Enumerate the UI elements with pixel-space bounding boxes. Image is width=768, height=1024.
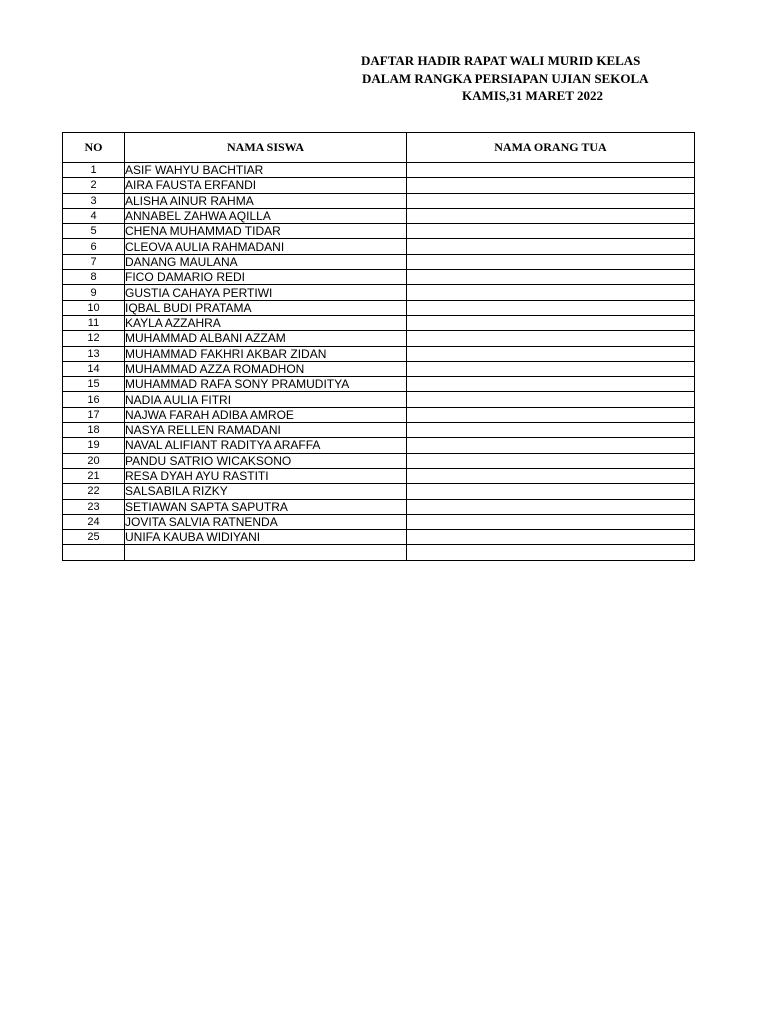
column-header-student-name: NAMA SISWA bbox=[125, 133, 407, 163]
title-line-2: DALAM RANGKA PERSIAPAN UJIAN SEKOLA bbox=[362, 71, 649, 86]
row-number-cell: 25 bbox=[63, 530, 125, 545]
parent-name-cell[interactable] bbox=[407, 361, 695, 376]
row-number-cell: 9 bbox=[63, 285, 125, 300]
student-name-cell: NAJWA FARAH ADIBA AMROE bbox=[125, 407, 407, 422]
row-number-cell: 12 bbox=[63, 331, 125, 346]
row-number-cell: 10 bbox=[63, 300, 125, 315]
parent-name-cell[interactable] bbox=[407, 254, 695, 269]
table-row bbox=[63, 300, 695, 315]
student-name-cell: CHENA MUHAMMAD TIDAR bbox=[125, 224, 407, 239]
student-name-cell: MUHAMMAD AZZA ROMADHON bbox=[125, 361, 407, 376]
student-name-cell: ALISHA AINUR RAHMA bbox=[125, 193, 407, 208]
column-header-parent-name: NAMA ORANG TUA bbox=[407, 133, 695, 163]
student-name-cell: JOVITA SALVIA RATNENDA bbox=[125, 514, 407, 529]
student-name-cell: KAYLA AZZAHRA bbox=[125, 315, 407, 330]
student-name-cell: ANNABEL ZAHWA AQILLA bbox=[125, 208, 407, 223]
table-row bbox=[63, 377, 695, 392]
parent-name-cell[interactable] bbox=[407, 438, 695, 453]
table-row bbox=[63, 270, 695, 285]
table-row bbox=[63, 178, 695, 193]
table-row bbox=[63, 453, 695, 468]
table-row bbox=[63, 208, 695, 223]
parent-name-cell[interactable] bbox=[407, 163, 695, 178]
parent-name-cell[interactable] bbox=[407, 423, 695, 438]
student-name-cell: RESA DYAH AYU RASTITI bbox=[125, 468, 407, 483]
student-name-cell: AIRA FAUSTA ERFANDI bbox=[125, 178, 407, 193]
parent-name-cell[interactable] bbox=[407, 530, 695, 545]
row-number-cell: 2 bbox=[63, 178, 125, 193]
student-name-cell: NAVAL ALIFIANT RADITYA ARAFFA bbox=[125, 438, 407, 453]
parent-name-cell[interactable] bbox=[407, 545, 695, 560]
row-number-cell: 13 bbox=[63, 346, 125, 361]
table-body bbox=[63, 163, 695, 561]
student-name-cell: GUSTIA CAHAYA PERTIWI bbox=[125, 285, 407, 300]
parent-name-cell[interactable] bbox=[407, 499, 695, 514]
column-header-no: NO bbox=[63, 133, 125, 163]
parent-name-cell[interactable] bbox=[407, 300, 695, 315]
title-date: KAMIS,31 MARET 2022 bbox=[462, 88, 603, 103]
table-row bbox=[63, 438, 695, 453]
parent-name-cell[interactable] bbox=[407, 285, 695, 300]
row-number-cell: 24 bbox=[63, 514, 125, 529]
table-row bbox=[63, 530, 695, 545]
table-row bbox=[63, 224, 695, 239]
parent-name-cell[interactable] bbox=[407, 346, 695, 361]
parent-name-cell[interactable] bbox=[407, 484, 695, 499]
document-header bbox=[0, 0, 768, 110]
row-number-cell: 15 bbox=[63, 377, 125, 392]
row-number-cell: 16 bbox=[63, 392, 125, 407]
parent-name-cell[interactable] bbox=[407, 407, 695, 422]
attendance-table bbox=[62, 132, 695, 561]
row-number-cell: 18 bbox=[63, 423, 125, 438]
table-row bbox=[63, 163, 695, 178]
row-number-cell: 4 bbox=[63, 208, 125, 223]
row-number-cell: 3 bbox=[63, 193, 125, 208]
student-name-cell: FICO DAMARIO REDI bbox=[125, 270, 407, 285]
parent-name-cell[interactable] bbox=[407, 270, 695, 285]
student-name-cell: UNIFA KAUBA WIDIYANI bbox=[125, 530, 407, 545]
student-name-cell: SALSABILA RIZKY bbox=[125, 484, 407, 499]
table-row bbox=[63, 239, 695, 254]
table-row bbox=[63, 514, 695, 529]
table-row bbox=[63, 346, 695, 361]
student-name-cell: NASYA RELLEN RAMADANI bbox=[125, 423, 407, 438]
parent-name-cell[interactable] bbox=[407, 377, 695, 392]
row-number-cell: 17 bbox=[63, 407, 125, 422]
student-name-cell: MUHAMMAD FAKHRI AKBAR ZIDAN bbox=[125, 346, 407, 361]
student-name-cell: NADIA AULIA FITRI bbox=[125, 392, 407, 407]
table-row bbox=[63, 407, 695, 422]
student-name-cell: IQBAL BUDI PRATAMA bbox=[125, 300, 407, 315]
student-name-cell: MUHAMMAD ALBANI AZZAM bbox=[125, 331, 407, 346]
parent-name-cell[interactable] bbox=[407, 453, 695, 468]
row-number-cell: 14 bbox=[63, 361, 125, 376]
parent-name-cell[interactable] bbox=[407, 392, 695, 407]
table-row bbox=[63, 285, 695, 300]
parent-name-cell[interactable] bbox=[407, 468, 695, 483]
parent-name-cell[interactable] bbox=[407, 208, 695, 223]
parent-name-cell[interactable] bbox=[407, 224, 695, 239]
row-number-cell: 6 bbox=[63, 239, 125, 254]
student-name-cell: CLEOVA AULIA RAHMADANI bbox=[125, 239, 407, 254]
table-row bbox=[63, 331, 695, 346]
table-row bbox=[63, 193, 695, 208]
table-row bbox=[63, 361, 695, 376]
parent-name-cell[interactable] bbox=[407, 239, 695, 254]
row-number-cell: 21 bbox=[63, 468, 125, 483]
row-number-cell: 8 bbox=[63, 270, 125, 285]
parent-name-cell[interactable] bbox=[407, 331, 695, 346]
table-row bbox=[63, 468, 695, 483]
table-header-row bbox=[63, 133, 695, 163]
parent-name-cell[interactable] bbox=[407, 178, 695, 193]
row-number-cell: 19 bbox=[63, 438, 125, 453]
student-name-cell: SETIAWAN SAPTA SAPUTRA bbox=[125, 499, 407, 514]
parent-name-cell[interactable] bbox=[407, 193, 695, 208]
table-row bbox=[63, 545, 695, 560]
table-row bbox=[63, 315, 695, 330]
student-name-cell: PANDU SATRIO WICAKSONO bbox=[125, 453, 407, 468]
row-number-cell: 20 bbox=[63, 453, 125, 468]
table-row bbox=[63, 423, 695, 438]
table-row bbox=[63, 484, 695, 499]
parent-name-cell[interactable] bbox=[407, 315, 695, 330]
student-name-cell: DANANG MAULANA bbox=[125, 254, 407, 269]
row-number-cell: 1 bbox=[63, 163, 125, 178]
row-number-cell: 7 bbox=[63, 254, 125, 269]
table-row bbox=[63, 392, 695, 407]
parent-name-cell[interactable] bbox=[407, 514, 695, 529]
row-number-cell: 11 bbox=[63, 315, 125, 330]
title-line-1: DAFTAR HADIR RAPAT WALI MURID KELAS bbox=[361, 53, 641, 68]
student-name-cell: ASIF WAHYU BACHTIAR bbox=[125, 163, 407, 178]
row-number-cell: 22 bbox=[63, 484, 125, 499]
row-number-cell bbox=[63, 545, 125, 560]
student-name-cell: MUHAMMAD RAFA SONY PRAMUDITYA bbox=[125, 377, 407, 392]
student-name-cell bbox=[125, 545, 407, 560]
table-row bbox=[63, 254, 695, 269]
table-row bbox=[63, 499, 695, 514]
row-number-cell: 23 bbox=[63, 499, 125, 514]
row-number-cell: 5 bbox=[63, 224, 125, 239]
